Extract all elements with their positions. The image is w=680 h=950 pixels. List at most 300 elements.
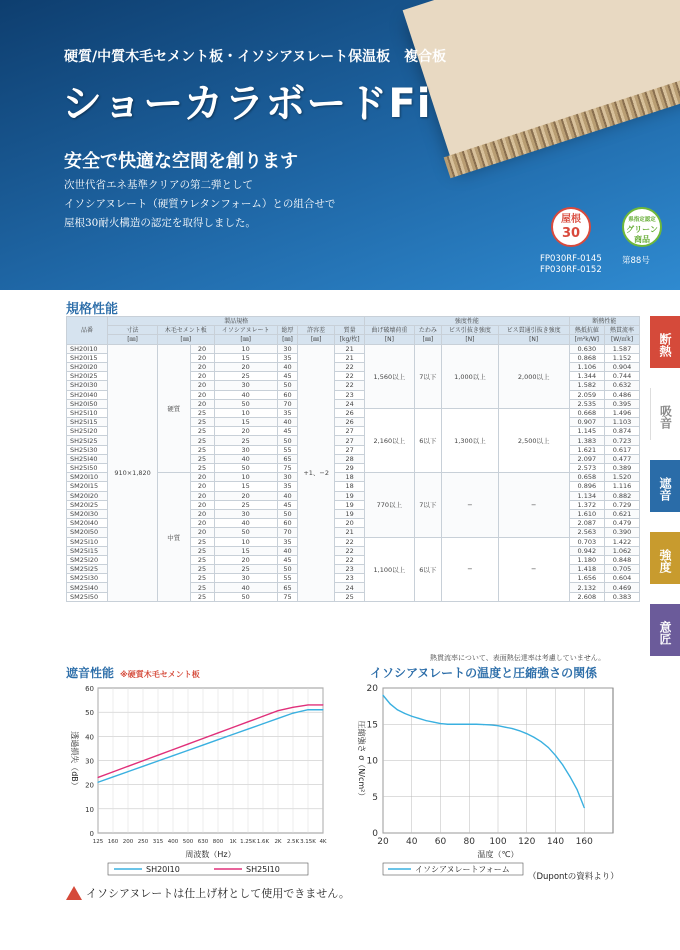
data-point xyxy=(112,776,113,777)
table-cell: 1.152 xyxy=(605,353,640,362)
table-cell: 60 xyxy=(277,519,297,528)
unit: [N] xyxy=(365,335,414,344)
table-cell: 10 xyxy=(214,473,277,482)
table-cell: 910×1,820 xyxy=(108,344,158,601)
table-cell: − xyxy=(498,537,569,601)
table-cell: 0.477 xyxy=(605,454,640,463)
data-point xyxy=(97,777,98,778)
y-tick-label: 60 xyxy=(85,685,94,693)
x-tick-label: 140 xyxy=(546,837,565,847)
unit: [N] xyxy=(442,335,499,344)
table-cell: − xyxy=(498,473,569,537)
table-cell: 1.621 xyxy=(569,445,604,454)
data-point xyxy=(526,733,527,734)
table-cell: 2.097 xyxy=(569,454,604,463)
table-cell: 0.882 xyxy=(605,491,640,500)
table-cell: 0.389 xyxy=(605,464,640,473)
table-cell: 35 xyxy=(277,537,297,546)
table-cell: 15 xyxy=(214,482,277,491)
table-cell: 20 xyxy=(190,372,214,381)
data-point xyxy=(541,741,542,742)
table-cell: 23 xyxy=(335,390,365,399)
table-cell: 中質 xyxy=(158,473,191,602)
table-cell: 0.744 xyxy=(605,372,640,381)
table-cell: 1.103 xyxy=(605,418,640,427)
table-cell: SM20I15 xyxy=(67,482,108,491)
table-cell: 2.573 xyxy=(569,464,604,473)
unit: [N] xyxy=(498,335,569,344)
table-cell: 50 xyxy=(277,509,297,518)
x-tick-label: 200 xyxy=(122,839,134,845)
table-cell: SM20I30 xyxy=(67,509,108,518)
table-cell: 0.632 xyxy=(605,381,640,390)
table-cell: 1.116 xyxy=(605,482,640,491)
table-cell: SM25I20 xyxy=(67,555,108,564)
table-cell: SH25I30 xyxy=(67,445,108,454)
data-point xyxy=(533,737,534,738)
table-cell: 0.604 xyxy=(605,574,640,583)
green-badge-line: 商品 xyxy=(634,235,650,244)
unit: [㎜] xyxy=(158,335,215,344)
data-point xyxy=(157,755,158,756)
x-tick-label: 40 xyxy=(406,837,418,847)
table-cell: 20 xyxy=(190,390,214,399)
table-cell: 20 xyxy=(190,491,214,500)
table-cell: 75 xyxy=(277,592,297,601)
table-cell: 21 xyxy=(335,528,365,537)
table-cell: 20 xyxy=(190,353,214,362)
data-point xyxy=(202,738,203,739)
table-cell: 20 xyxy=(190,500,214,509)
description xyxy=(64,176,424,233)
cert-number: FP030RF-0152 xyxy=(540,265,602,275)
group-header-product: 製品規格 xyxy=(108,317,365,326)
table-cell: 30 xyxy=(214,381,277,390)
table-cell: 50 xyxy=(214,464,277,473)
y-tick-label: 20 xyxy=(366,684,378,694)
table-cell: 0.896 xyxy=(569,482,604,491)
data-point xyxy=(433,721,434,722)
table-cell: 1.062 xyxy=(605,546,640,555)
table-cell: 20 xyxy=(190,509,214,518)
data-point xyxy=(447,724,448,725)
y-tick-label: 5 xyxy=(372,792,378,803)
y-tick-label: 10 xyxy=(85,805,94,814)
data-point xyxy=(217,739,218,740)
table-cell: 2.563 xyxy=(569,528,604,537)
warning-text: イソシアヌレートは仕上げ材として使用できません。 xyxy=(86,887,350,900)
sound-chart-title xyxy=(66,664,200,681)
table-cell: SH20I10 xyxy=(67,344,108,353)
table-cell: SM25I40 xyxy=(67,583,108,592)
table-cell: 25 xyxy=(190,436,214,445)
data-point xyxy=(142,760,143,761)
data-point xyxy=(172,755,173,756)
cert-number: FP030RF-0145 xyxy=(540,254,602,264)
data-point xyxy=(555,755,556,756)
table-cell: 45 xyxy=(277,372,297,381)
table-cell: 1,300以上 xyxy=(442,408,499,472)
table-cell: 27 xyxy=(335,445,365,454)
table-cell: 25 xyxy=(190,537,214,546)
data-point xyxy=(584,807,585,808)
x-tick-label: 3.15K xyxy=(300,839,316,845)
tab-design[interactable]: 意匠 xyxy=(650,604,680,656)
legend-label: イソシアヌレートフォーム xyxy=(415,865,510,874)
table-cell: SH25I40 xyxy=(67,454,108,463)
table-cell: 40 xyxy=(277,362,297,371)
description-line: 次世代省エネ基準クリアの第二弾として xyxy=(64,179,253,191)
data-point xyxy=(232,734,233,735)
table-cell: 18 xyxy=(335,473,365,482)
data-point xyxy=(469,724,470,725)
catch-copy: 安全で快適な空間を創ります xyxy=(64,151,298,172)
table-cell: SM20I50 xyxy=(67,528,108,537)
data-point xyxy=(307,709,308,710)
table-cell: 0.617 xyxy=(605,445,640,454)
table-cell: 6以下 xyxy=(414,537,442,601)
x-tick-label: 2K xyxy=(274,839,282,845)
table-cell: SH20I25 xyxy=(67,372,108,381)
table-cell: 2,500以上 xyxy=(498,408,569,472)
table-cell: 25 xyxy=(190,408,214,417)
data-point xyxy=(142,766,143,767)
unit: [㎜] xyxy=(214,335,277,344)
table-cell: SH25I15 xyxy=(67,418,108,427)
data-point xyxy=(277,710,278,711)
x-tick-label: 1.25K xyxy=(240,839,256,845)
table-cell: 1.587 xyxy=(605,344,640,353)
group-header-strength: 強度性能 xyxy=(365,317,570,326)
data-point xyxy=(157,760,158,761)
table-cell: 25 xyxy=(190,583,214,592)
x-tick-label: 250 xyxy=(137,839,149,845)
col-header-size: 寸法 xyxy=(108,326,158,335)
table-cell: SH20I15 xyxy=(67,353,108,362)
table-cell: 1.582 xyxy=(569,381,604,390)
data-point xyxy=(262,716,263,717)
table-cell: 25 xyxy=(214,436,277,445)
table-cell: 0.390 xyxy=(605,528,640,537)
table-cell: SM25I50 xyxy=(67,592,108,601)
table-row xyxy=(67,344,640,353)
x-tick-label: 2.5K xyxy=(286,839,300,845)
data-point xyxy=(127,771,128,772)
table-cell: 20 xyxy=(190,519,214,528)
table-cell: 25 xyxy=(190,418,214,427)
data-point xyxy=(307,704,308,705)
legend-label: SH25I10 xyxy=(246,865,280,874)
table-cell: 20 xyxy=(190,381,214,390)
table-cell: 10 xyxy=(214,408,277,417)
unit: [m²k/W] xyxy=(569,335,604,344)
y-tick-label: 0 xyxy=(372,829,378,839)
data-point xyxy=(512,728,513,729)
product-title: ショーカラボードFi xyxy=(62,81,432,127)
tab-sound-absorption[interactable]: 吸音 xyxy=(650,388,680,440)
data-point xyxy=(418,718,419,719)
table-cell: 18 xyxy=(335,482,365,491)
table-cell: 0.705 xyxy=(605,565,640,574)
data-point xyxy=(382,695,383,696)
table-cell: 10 xyxy=(214,344,277,353)
table-cell: 0.907 xyxy=(569,418,604,427)
table-cell: 2,000以上 xyxy=(498,344,569,408)
sound-chart-title-text: 遮音性能 xyxy=(66,666,115,680)
x-tick-label: 20 xyxy=(377,837,389,847)
table-cell: SH20I50 xyxy=(67,399,108,408)
table-cell: 1.656 xyxy=(569,574,604,583)
table-cell: 20 xyxy=(214,555,277,564)
col-header-resistance: 熱抵抗値 xyxy=(569,326,604,335)
table-cell: 20 xyxy=(214,362,277,371)
table-cell: 50 xyxy=(277,436,297,445)
table-cell: 25 xyxy=(190,427,214,436)
col-header-total: 総厚 xyxy=(277,326,297,335)
table-cell: SH25I25 xyxy=(67,436,108,445)
table-cell: 30 xyxy=(214,574,277,583)
data-point xyxy=(187,750,188,751)
table-cell: 22 xyxy=(335,381,365,390)
table-cell: 27 xyxy=(335,436,365,445)
table-cell: 25 xyxy=(190,546,214,555)
table-cell: 25 xyxy=(190,445,214,454)
table-cell: 2.132 xyxy=(569,583,604,592)
description-line: 屋根30耐火構造の認定を取得しました。 xyxy=(64,217,256,229)
table-cell: 0.479 xyxy=(605,519,640,528)
data-point xyxy=(390,703,391,704)
table-cell: 1,000以上 xyxy=(442,344,499,408)
table-cell: SH20I40 xyxy=(67,390,108,399)
fire-rating-badge xyxy=(551,207,591,247)
data-point xyxy=(483,724,484,725)
unit: [W/㎡k] xyxy=(605,335,640,344)
table-cell: SM25I15 xyxy=(67,546,108,555)
table-cell: SM20I40 xyxy=(67,519,108,528)
y-axis-label: 圧縮強さ σ（N/cm²） xyxy=(357,720,366,801)
table-cell: 6以下 xyxy=(414,408,442,472)
green-badge-line: グリーン xyxy=(626,225,658,234)
table-cell: 26 xyxy=(335,418,365,427)
table-cell: 60 xyxy=(277,390,297,399)
table-cell: 0.621 xyxy=(605,509,640,518)
data-point xyxy=(411,716,412,717)
x-tick-label: 80 xyxy=(463,837,475,847)
data-point xyxy=(127,766,128,767)
table-cell: SM25I30 xyxy=(67,574,108,583)
fire-badge-value: 30 xyxy=(561,226,581,241)
y-tick-label: 30 xyxy=(85,757,94,766)
table-cell: 40 xyxy=(214,454,277,463)
data-point xyxy=(576,789,577,790)
table-cell: 65 xyxy=(277,454,297,463)
tab-insulation[interactable]: 断熱 xyxy=(650,316,680,368)
table-cell: 20 xyxy=(190,482,214,491)
table-cell: 70 xyxy=(277,528,297,537)
table-cell: 30 xyxy=(214,445,277,454)
table-cell: 19 xyxy=(335,491,365,500)
table-cell: 25 xyxy=(214,565,277,574)
col-header-screw-through: ビス貫通引抜き強度 xyxy=(498,326,569,335)
table-cell: 22 xyxy=(335,546,365,555)
table-cell: 7以下 xyxy=(414,344,442,408)
table-cell: 50 xyxy=(214,528,277,537)
table-cell: 1.372 xyxy=(569,500,604,509)
data-point xyxy=(217,732,218,733)
table-cell: 20 xyxy=(214,427,277,436)
table-cell: 40 xyxy=(277,418,297,427)
table-cell: SM20I20 xyxy=(67,491,108,500)
compression-chart-title: イソシアヌレートの温度と圧縮強さの関係 xyxy=(370,666,598,680)
table-cell: SM25I25 xyxy=(67,565,108,574)
table-cell: 1.180 xyxy=(569,555,604,564)
x-tick-label: 1K xyxy=(229,839,237,845)
data-point xyxy=(569,776,570,777)
data-point xyxy=(277,718,278,719)
table-cell: 40 xyxy=(277,491,297,500)
data-point xyxy=(490,724,491,725)
y-tick-label: 20 xyxy=(85,781,94,790)
col-header-tolerance: 許容差 xyxy=(298,326,335,335)
table-cell: 1.134 xyxy=(569,491,604,500)
table-cell: 55 xyxy=(277,445,297,454)
x-tick-label: 120 xyxy=(518,837,536,847)
table-cell: 25 xyxy=(335,592,365,601)
table-cell: 2.087 xyxy=(569,519,604,528)
x-tick-label: 630 xyxy=(197,839,209,845)
product-subtitle: 硬質/中質木毛セメント板・イソシアヌレート保温板 複合板 xyxy=(64,49,447,65)
table-cell: 50 xyxy=(277,565,297,574)
table-cell: 75 xyxy=(277,464,297,473)
table-cell: 26 xyxy=(335,408,365,417)
table-cell: 0.848 xyxy=(605,555,640,564)
x-tick-label: 500 xyxy=(182,839,194,845)
table-cell: 20 xyxy=(190,528,214,537)
table-cell: 2.059 xyxy=(569,390,604,399)
table-cell: 50 xyxy=(214,592,277,601)
table-cell: 1.418 xyxy=(569,565,604,574)
description-line: イソシアヌレート（硬質ウレタンフォーム）との組合せで xyxy=(64,198,336,210)
data-point xyxy=(497,725,498,726)
data-point xyxy=(397,709,398,710)
table-cell: 1.106 xyxy=(569,362,604,371)
hero-banner xyxy=(0,0,680,290)
table-cell: 1.520 xyxy=(605,473,640,482)
table-cell: 20 xyxy=(190,344,214,353)
unit: [㎜] xyxy=(298,335,335,344)
tab-strength[interactable]: 強度 xyxy=(650,532,680,584)
table-cell: 1.422 xyxy=(605,537,640,546)
fire-badge-label: 屋根 xyxy=(561,214,581,225)
col-header-screw: ビス引抜き強度 xyxy=(442,326,499,335)
table-cell: 25 xyxy=(190,592,214,601)
table-cell: 1.610 xyxy=(569,509,604,518)
x-tick-label: 315 xyxy=(152,839,164,845)
x-tick-label: 100 xyxy=(489,837,507,847)
table-cell: 45 xyxy=(277,500,297,509)
table-cell: 25 xyxy=(190,454,214,463)
table-cell: 19 xyxy=(335,500,365,509)
table-cell: 25 xyxy=(214,372,277,381)
green-product-badge xyxy=(622,207,662,247)
y-tick-label: 15 xyxy=(366,720,378,731)
col-header-mass: 質量 xyxy=(335,326,365,335)
table-cell: SH25I50 xyxy=(67,464,108,473)
data-point xyxy=(292,713,293,714)
table-cell: SH25I20 xyxy=(67,427,108,436)
col-header-bend: 曲げ破壊荷重 xyxy=(365,326,414,335)
table-cell: 0.383 xyxy=(605,592,640,601)
table-cell: 40 xyxy=(277,546,297,555)
table-cell: 22 xyxy=(335,537,365,546)
x-tick-label: 60 xyxy=(434,837,447,847)
data-point xyxy=(562,764,563,765)
table-cell: 0.723 xyxy=(605,436,640,445)
table-cell: 0.703 xyxy=(569,537,604,546)
table-cell: 22 xyxy=(335,372,365,381)
sound-chart-subtitle: ※硬質木毛セメント板 xyxy=(120,670,200,679)
table-cell: 0.904 xyxy=(605,362,640,371)
col-header-transmittance: 熱貫流率 xyxy=(605,326,640,335)
chart-source: （Dupontの資料より） xyxy=(528,872,619,882)
data-point xyxy=(322,709,323,710)
unit: [㎜] xyxy=(108,335,158,344)
x-tick-label: 125 xyxy=(92,839,104,845)
x-tick-label: 4K xyxy=(319,839,327,845)
table-cell: 30 xyxy=(277,473,297,482)
table-cell: 1.145 xyxy=(569,427,604,436)
table-cell: 45 xyxy=(277,555,297,564)
table-cell: 2.535 xyxy=(569,399,604,408)
data-point xyxy=(247,728,248,729)
table-cell: 70 xyxy=(277,399,297,408)
certification-numbers xyxy=(540,254,602,276)
table-cell: 50 xyxy=(214,399,277,408)
table-cell: 0.874 xyxy=(605,427,640,436)
table-cell: 0.486 xyxy=(605,390,640,399)
table-cell: 27 xyxy=(335,427,365,436)
col-header-product: 品番 xyxy=(67,317,108,345)
table-cell: 25 xyxy=(190,574,214,583)
table-cell: SH20I20 xyxy=(67,362,108,371)
table-cell: 28 xyxy=(335,454,365,463)
spec-table xyxy=(66,316,640,602)
data-point xyxy=(548,747,549,748)
tab-sound-insulation[interactable]: 遮音 xyxy=(650,460,680,512)
warning-note xyxy=(66,885,350,901)
data-point xyxy=(505,727,506,728)
x-axis-label: 温度（℃） xyxy=(477,850,519,859)
data-point xyxy=(262,723,263,724)
table-cell: 10 xyxy=(214,537,277,546)
spec-note: 熱貫流率について、表面熱伝達率は考慮していません。 xyxy=(430,654,606,662)
table-cell: 0.395 xyxy=(605,399,640,408)
table-cell: 19 xyxy=(335,509,365,518)
table-cell: 22 xyxy=(335,555,365,564)
table-cell: 0.868 xyxy=(569,353,604,362)
table-cell: 21 xyxy=(335,344,365,353)
legend-label: SH20I10 xyxy=(146,865,180,874)
data-point xyxy=(461,724,462,725)
data-point xyxy=(187,743,188,744)
table-cell: 23 xyxy=(335,574,365,583)
table-cell: 0.630 xyxy=(569,344,604,353)
unit: [kg/枚] xyxy=(335,335,365,344)
data-point xyxy=(426,720,427,721)
table-cell: SM25I10 xyxy=(67,537,108,546)
x-tick-label: 160 xyxy=(107,839,119,845)
table-cell: +1、−2 xyxy=(298,344,335,601)
